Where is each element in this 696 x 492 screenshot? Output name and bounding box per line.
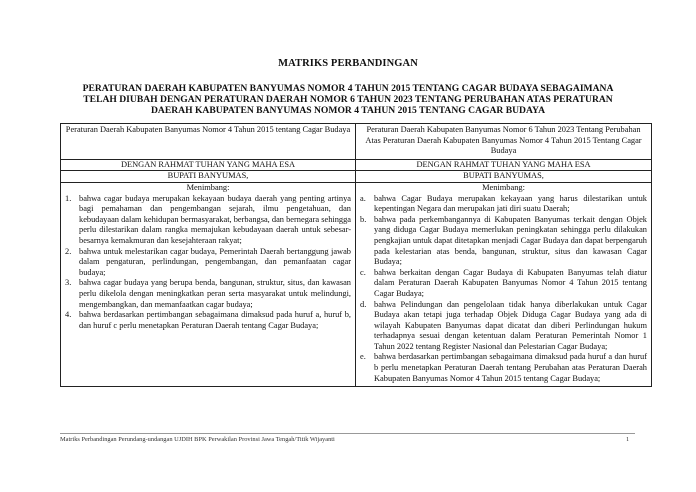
clause-text: bahwa berkaitan dengan Cagar Budaya di Kabupaten Banyumas telah diatur dalam Peraturan Daerah Kabupaten Banyumas Nomor 4 Tahun 2015 tentang Cagar Budaya; (374, 267, 647, 298)
clause-text: bahwa cagar budaya yang berupa benda, bangunan, struktur, situs, dan kawasan perlu dikelola dengan meningkatkan peran serta masyarakat untuk melindungi, mengembangkan, dan memanfaatkan cagar budaya; (79, 278, 351, 309)
subtitle-line: PERATURAN DAERAH KABUPATEN BANYUMAS NOMOR 4 TAHUN 2015 TENTANG CAGAR BUDAYA SEBAGAIMANA (82, 83, 614, 94)
left-clause (65, 247, 351, 279)
blessing-row (61, 159, 652, 171)
clause-text: bahwa cagar budaya merupakan kekayaan budaya daerah yang penting artinya bagi pemahaman dan pengembangan sejarah, ilmu pengetahuan, dan kebudayaan dalam kehidupan bermasyarakat, berbangsa, dan bernegara sehingga perlu dilestarikan dalam rangka memajukan kebudayaan daerah untuk sebesar-besarnya kemakmuran dan kesejahteraan rakyat; (79, 193, 351, 245)
right-clause (360, 215, 647, 268)
page-number: 1 (626, 436, 630, 443)
comparison-table (60, 123, 652, 387)
left-column-header: Peraturan Daerah Kabupaten Banyumas Nomor 4 Tahun 2015 tentang Cagar Budaya (61, 124, 356, 160)
clause-marker: c. (360, 267, 366, 277)
clause-text: bahwa pada perkembangannya di Kabupaten Banyumas terkait dengan Objek yang diduga Cagar Budaya memerlukan peningkatan sehingga perlu dilakukan pengkajian untuk dapat ditetapkan menjadi Cagar Budaya dan dapat berpengaruh pada kelestarian atas benda, bangunan, struktur, situs dan kawasan Cagar Budaya; (374, 214, 647, 267)
left-considering: Menimbang: (186, 182, 230, 192)
right-column-header: Peraturan Daerah Kabupaten Banyumas Nomor 6 Tahun 2023 Tentang Perubahan Atas Peraturan Daerah Kabupaten Banyumas Nomor 4 Tahun 2015 Tentang Cagar Budaya (356, 124, 652, 160)
page-title: MATRIKS PERBANDINGAN (278, 58, 418, 69)
right-clause (360, 194, 647, 215)
left-clause (65, 194, 351, 247)
left-clause (65, 278, 351, 310)
left-authority: BUPATI BANYUMAS, (61, 171, 356, 183)
footer-divider (60, 433, 635, 434)
document-subtitle (48, 83, 648, 116)
clause-text: bahwa berdasarkan pertimbangan sebagaimana dimaksud pada huruf a dan huruf b perlu menetapkan Peraturan Daerah tentang Perubahan atas Peraturan Daerah Kabupaten Banyumas Nomor 4 Tahun 2015 tentang Cagar Budaya; (374, 352, 647, 383)
right-authority: BUPATI BANYUMAS, (356, 171, 652, 183)
header-row (61, 124, 652, 160)
page-footer: Matriks Perbandingan Perundang-undangan UJDIH BPK Perwakilan Provinsi Jawa Tengah/Titik Wijayanti (60, 436, 335, 443)
right-blessing: DENGAN RAHMAT TUHAN YANG MAHA ESA (356, 159, 652, 171)
clause-marker: d. (360, 299, 367, 309)
left-body (61, 182, 356, 386)
clause-marker: 4. (65, 310, 72, 320)
authority-row (61, 171, 652, 183)
clause-text: bahwa Cagar Budaya merupakan kekayaan yang harus dilestarikan untuk kepentingan Negara dan merupakan jati diri suatu Daerah; (374, 193, 647, 214)
clause-marker: 3. (65, 278, 72, 288)
left-clause (65, 310, 351, 331)
subtitle-line: TELAH DIUBAH DENGAN PERATURAN DAERAH NOMOR 6 TAHUN 2023 TENTANG PERUBAHAN ATAS PERATURAN (83, 94, 613, 105)
clause-text: bahwa berdasarkan pertimbangan sebagaimana dimaksud pada huruf a, huruf b, dan huruf c perlu menetapkan Peraturan Daerah tentang Cagar Budaya; (79, 310, 351, 330)
clause-marker: 1. (65, 193, 72, 203)
right-considering: Menimbang: (482, 182, 525, 192)
right-body (356, 182, 652, 386)
clause-marker: b. (360, 214, 367, 224)
body-row (61, 182, 652, 386)
clause-text: bahwa Pelindungan dan pengelolaan tidak hanya diberlakukan untuk Cagar Budaya akan tetapi juga terhadap Objek Diduga Cagar Budaya yang ada di wilayah Kabupaten Banyumas dapat dicatat dan diberi Perlindungan hukum terhadapnya sesuai dengan ketentuan dalam Peraturan Pemerintah Nomor 1 Tahun 2022 tentang Register Nasional dan Pelestarian Cagar Budaya; (374, 299, 647, 351)
clause-text: bahwa untuk melestarikan cagar budaya, Pemerintah Daerah bertanggung jawab dalam pengaturan, perlindungan, pengembangan, dan pemanfaatan cagar budaya; (79, 246, 351, 277)
clause-marker: a. (360, 193, 366, 203)
subtitle-line: DAERAH KABUPATEN BANYUMAS NOMOR 4 TAHUN 2015 TENTANG CAGAR BUDAYA (151, 105, 545, 116)
clause-marker: 2. (65, 246, 72, 256)
right-clause (360, 268, 647, 300)
left-blessing: DENGAN RAHMAT TUHAN YANG MAHA ESA (61, 159, 356, 171)
clause-marker: e. (360, 352, 366, 362)
right-clause (360, 300, 647, 353)
right-clause (360, 352, 647, 384)
